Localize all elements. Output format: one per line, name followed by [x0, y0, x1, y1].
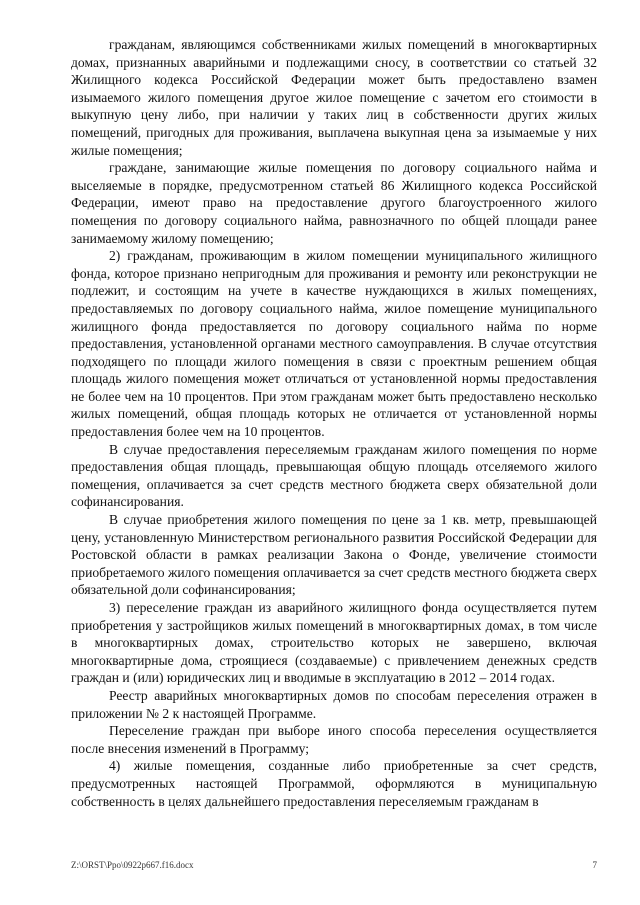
paragraph: 2) гражданам, проживающим в жилом помещении муниципального жилищного фонда, которое признано непригодным для проживания и ремонту или реконструкции не подлежит, и состоящим на учете в качестве нуждающихся в жилых помещениях, предоставляемых по договору социального найма, жилое помещение муниципального жилищного фонда предоставляется по договору социального найма по норме предоставления, установленной органами местного самоуправления. В случае отсутствия подходящего по площади жилого помещения в связи с проектным решением общая площадь жилого помещения может отличаться от установленной нормы предоставления не более чем на 10 процентов. При этом гражданам может быть предоставлено несколько жилых помещений, общая площадь которых не отличается от установленной нормы предоставления более чем на 10 процентов.: [71, 248, 597, 440]
paragraph: 4) жилые помещения, созданные либо приобретенные за счет средств, предусмотренных настоящей Программой, оформляются в муниципальную собственность в целях дальнейшего предоставления переселяемым гражданам в: [71, 758, 597, 809]
paragraph: Реестр аварийных многоквартирных домов по способам переселения отражен в приложении № 2 к настоящей Программе.: [71, 687, 597, 721]
paragraph: В случае приобретения жилого помещения по цене за 1 кв. метр, превышающей цену, установленную Министерством регионального развития Российской Федерации для Ростовской области в рамках реализации Закона о Фонде, увеличение стоимости приобретаемого жилого помещения оплачивается за счет средств местного бюджета сверх обязательной доли софинансирования;: [71, 512, 597, 598]
paragraph: 3) переселение граждан из аварийного жилищного фонда осуществляется путем приобретения у застройщиков жилых помещений в многоквартирных домах, в том числе в многоквартирных домах, строительство которых не завершено, включая многоквартирные дома, строящиеся (создаваемые) с привлечением денежных средств граждан и (или) юридических лиц и вводимые в эксплуатацию в 2012 – 2014 годах.: [71, 600, 597, 686]
paragraph: Переселение граждан при выборе иного способа переселения осуществляется после внесения изменений в Программу;: [71, 723, 597, 756]
paragraph: граждане, занимающие жилые помещения по договору социального найма и выселяемые в порядке, предусмотренном статьей 86 Жилищного кодекса Российской Федерации, имеют право на предоставление другого благоустроенного жилого помещения по договору социального найма, равнозначного по общей площади ранее занимаемому жилому помещению;: [71, 160, 597, 246]
page-number: 7: [592, 860, 597, 870]
document-body: [71, 36, 597, 810]
file-path: Z:\ORST\Ppo\0922p667.f16.docx: [71, 860, 194, 870]
paragraph: В случае предоставления переселяемым гражданам жилого помещения по норме предоставления общая площадь, превышающая общую площадь отселяемого жилого помещения, оплачивается за счет средств местного бюджета сверх обязательной доли софинансирования.: [71, 441, 597, 510]
paragraph: гражданам, являющимся собственниками жилых помещений в многоквартирных домах, признанных аварийными и подлежащими сносу, в соответствии со статьей 32 Жилищного кодекса Российской Федерации может быть предоставлено взамен изымаемого жилого помещения другое жилое помещение с зачетом его стоимости в выкупную цену либо, при наличии у таких лиц в собственности других жилых помещений, пригодных для проживания, выплачена выкупная цена за изымаемые у них жилые помещения;: [71, 37, 597, 158]
